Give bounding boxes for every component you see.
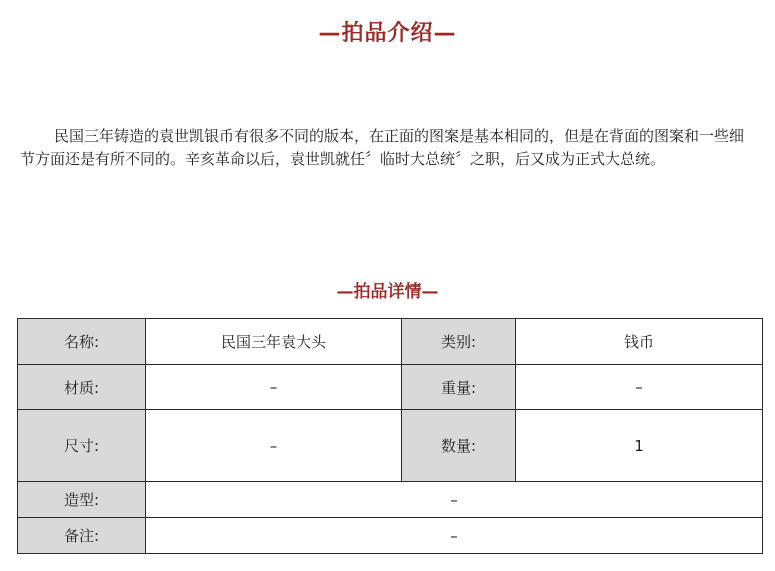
shape-value: – <box>146 482 763 518</box>
size-value: – <box>146 410 402 482</box>
size-label: 尺寸: <box>18 410 146 482</box>
remark-value: – <box>146 518 763 554</box>
weight-label: 重量: <box>402 365 516 410</box>
material-label: 材质: <box>18 365 146 410</box>
table-row <box>18 410 763 482</box>
intro-paragraph: 民国三年铸造的袁世凯银币有很多不同的版本，在正面的图案是基本相同的，但是在背面的图案和一些细节方面还是有所不同的。辛亥革命以后，袁世凯就任〞临时大总统〞之职，后又成为正式大总统。 <box>20 127 745 168</box>
table-row <box>18 319 763 365</box>
material-value: – <box>146 365 402 410</box>
name-value: 民国三年袁大头 <box>146 319 402 365</box>
category-value: 钱币 <box>516 319 763 365</box>
table-row <box>18 365 763 410</box>
remark-label: 备注: <box>18 518 146 554</box>
details-title: —拍品详情— <box>336 282 439 302</box>
name-label: 名称: <box>18 319 146 365</box>
details-table <box>17 318 763 554</box>
page-title: —拍品介绍— <box>318 21 457 46</box>
quantity-value: 1 <box>516 410 763 482</box>
category-label: 类别: <box>402 319 516 365</box>
table-row <box>18 518 763 554</box>
quantity-label: 数量: <box>402 410 516 482</box>
table-row <box>18 482 763 518</box>
shape-label: 造型: <box>18 482 146 518</box>
weight-value: – <box>516 365 763 410</box>
